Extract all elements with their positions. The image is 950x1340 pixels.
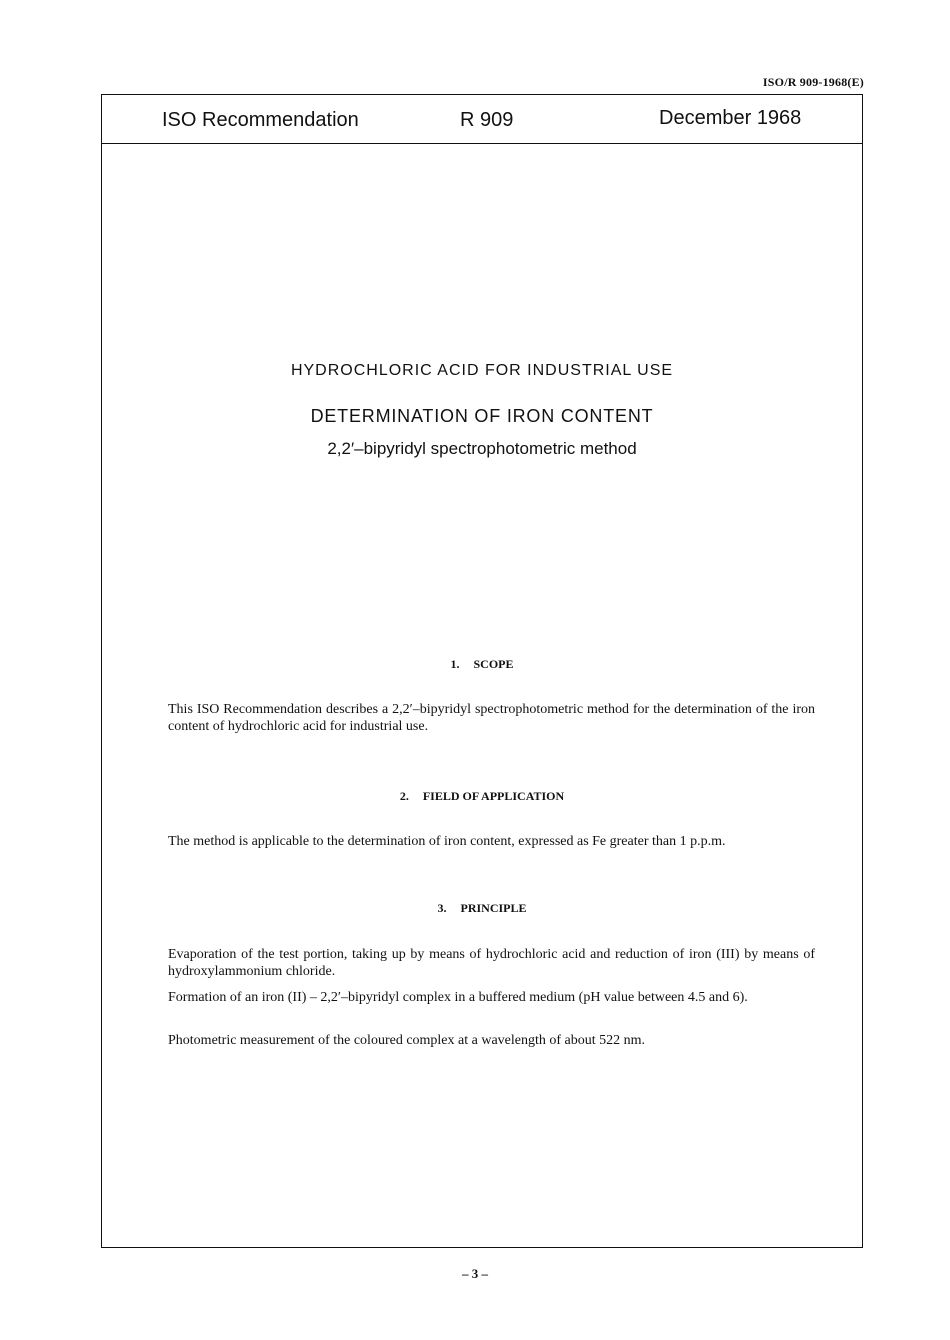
document-title: DETERMINATION OF IRON CONTENT <box>310 406 654 426</box>
document-subject: HYDROCHLORIC ACID FOR INDUSTRIAL USE <box>290 362 674 379</box>
section-heading-principle <box>102 901 862 916</box>
principle-paragraph-1: Evaporation of the test portion, taking up by means of hydrochloric acid and reduction of iron (III) by means of hydroxylammonium chloride. <box>168 947 815 979</box>
section-number: 3. <box>437 901 447 915</box>
section-title: SCOPE <box>473 657 514 671</box>
header-number: R 909 <box>460 109 514 131</box>
section-number: 2. <box>399 789 409 803</box>
page-number: – 3 – <box>462 1266 488 1281</box>
page-frame <box>101 94 863 1248</box>
header-date: December 1968 <box>659 107 802 129</box>
section-number: 1. <box>450 657 460 671</box>
principle-paragraph-3: Photometric measurement of the coloured complex at a wavelength of about 522 nm. <box>168 1033 646 1048</box>
scope-paragraph: This ISO Recommendation describes a 2,2′–bipyridyl spectrophotometric method for the determination of the iron content of hydrochloric acid for industrial use. <box>168 702 815 734</box>
document-reference: ISO/R 909-1968(E) <box>762 75 864 89</box>
section-heading-scope <box>102 657 862 672</box>
field-of-application-paragraph: The method is applicable to the determination of iron content, expressed as Fe greater than 1 p.p.m. <box>168 834 726 849</box>
header-row <box>102 95 862 144</box>
section-title: PRINCIPLE <box>460 901 527 915</box>
principle-paragraph-2: Formation of an iron (II) – 2,2′–bipyridyl complex in a buffered medium (pH value between 4.5 and 6). <box>168 990 748 1005</box>
header-title: ISO Recommendation <box>162 109 359 131</box>
document-method: 2,2′–bipyridyl spectrophotometric method <box>327 439 637 458</box>
section-heading-field-of-application <box>102 789 862 804</box>
section-title: FIELD OF APPLICATION <box>422 789 565 803</box>
